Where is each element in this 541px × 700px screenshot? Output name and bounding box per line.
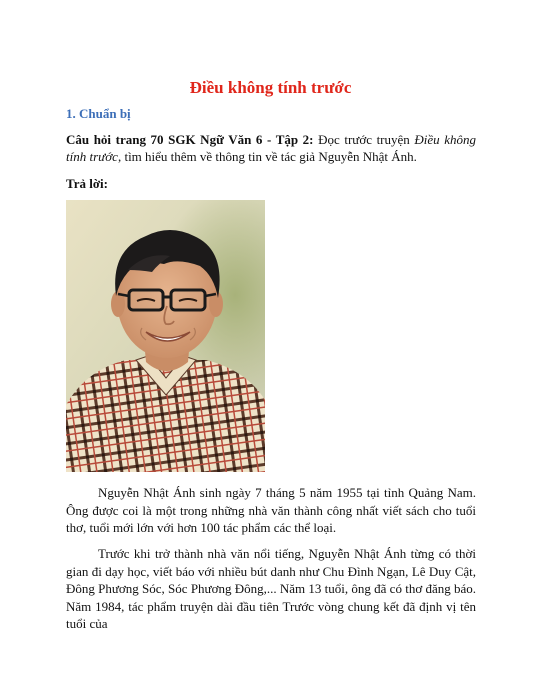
question-label: Câu hỏi trang 70 SGK Ngữ Văn 6 - Tập 2: [66,132,314,147]
document-title: Điều không tính trước [189,78,352,97]
question-text-after: , tìm hiểu thêm về thông tin về tác giả Nguyễn Nhật Ánh. [117,149,417,164]
biography-paragraph-1: Nguyễn Nhật Ánh sinh ngày 7 tháng 5 năm 1955 tại tỉnh Quảng Nam. Ông được coi là một trong những nhà văn thành công nhất viết sách cho tuổi thơ, tuổi mới lớn với hơn 100 tác phẩm các thể loại. [66,485,476,535]
author-portrait-image [66,200,265,472]
biography-paragraph-2: Trước khi trở thành nhà văn nổi tiếng, Nguyễn Nhật Ánh từng có thời gian đi dạy học, viết báo với nhiều bút danh như Chu Đình Ngạn, Lê Duy Cật, Đông Phương Sóc, Sóc Phương Đông,... Năm 13 tuổi, ông đã có thơ đăng báo. Năm 1984, tác phẩm truyện dài đầu tiên Trước vòng chung kết đã định vị tên tuổi của [66,546,476,631]
question-paragraph [66,131,476,165]
answer-label: Trả lời: [66,176,108,191]
section-heading: 1. Chuẩn bị [66,106,131,121]
question-italic-title: Điều không tính trước [66,132,477,164]
question-text-before: Đọc trước truyện [313,132,415,147]
